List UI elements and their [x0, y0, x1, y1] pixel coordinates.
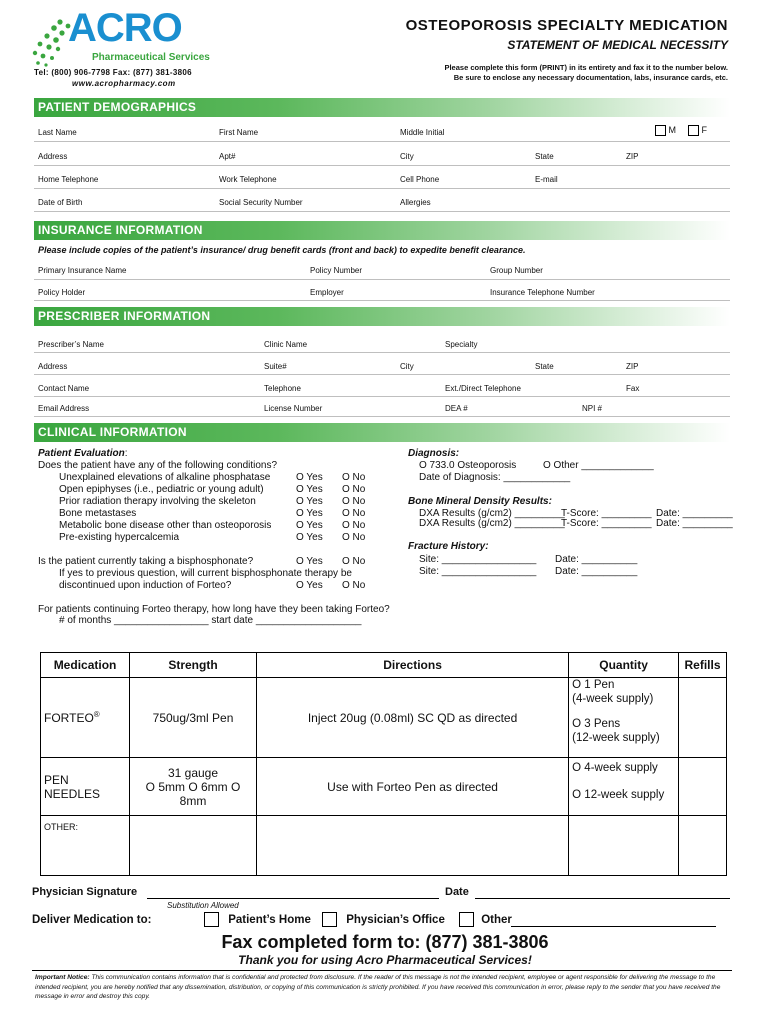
table-row: [41, 816, 727, 876]
divider: [34, 165, 730, 166]
divider: [34, 352, 730, 353]
gender-male-label: M: [668, 125, 677, 135]
physician-signature-line[interactable]: [147, 898, 439, 899]
column-header: Strength: [130, 653, 257, 678]
yes-radio[interactable]: O Yes: [296, 484, 323, 495]
state-field[interactable]: State: [535, 152, 554, 161]
specialty-field[interactable]: Specialty: [445, 340, 478, 349]
form-note-2: Be sure to enclose any necessary documentation, labs, insurance cards, etc.: [453, 73, 728, 82]
deliver-other-label: Other: [481, 913, 512, 926]
address-field[interactable]: Address: [38, 152, 68, 161]
ext-telephone-field[interactable]: Ext./Direct Telephone: [445, 384, 521, 393]
prescriber-zip-field[interactable]: ZIP: [626, 362, 639, 371]
home-phone-field[interactable]: Home Telephone: [38, 175, 99, 184]
work-phone-field[interactable]: Work Telephone: [219, 175, 277, 184]
patient-section-header: PATIENT DEMOGRAPHICS: [34, 98, 730, 117]
quantity-3-pens-radio[interactable]: O 3 Pens: [572, 718, 621, 730]
deliver-office-option[interactable]: [322, 912, 445, 927]
condition-item: Bone metastases: [59, 508, 137, 519]
fracture-date-field-2[interactable]: Date: __________: [555, 566, 638, 577]
gender-female-checkbox[interactable]: [688, 125, 707, 136]
no-radio[interactable]: O No: [342, 472, 366, 483]
dob-field[interactable]: Date of Birth: [38, 198, 83, 207]
column-header: Medication: [41, 653, 130, 678]
quantity-4-week-radio[interactable]: O 4-week supply: [572, 762, 658, 774]
no-radio[interactable]: O No: [342, 556, 366, 567]
apt-field[interactable]: Apt#: [219, 152, 236, 161]
dxa-date-field-2[interactable]: Date: _________: [656, 518, 733, 529]
gender-female-label: F: [701, 125, 708, 135]
insurance-section-header: INSURANCE INFORMATION: [34, 221, 730, 240]
eval-label-text: Patient Evaluation: [38, 448, 125, 459]
forteo-duration-fields[interactable]: # of months _________________ start date ___________________: [59, 615, 362, 626]
strength-cell: 750ug/3ml Pen: [130, 678, 257, 758]
strength-cell[interactable]: [130, 816, 257, 876]
checkbox-icon: [459, 912, 474, 927]
no-radio[interactable]: O No: [342, 508, 366, 519]
directions-cell[interactable]: [256, 816, 568, 876]
form-note-1: Please complete this form (PRINT) in its entirety and fax it to the number below.: [444, 63, 728, 72]
divider: [34, 141, 730, 142]
policy-number-field[interactable]: Policy Number: [310, 266, 363, 275]
substitution-allowed-label: Substitution Allowed: [167, 901, 239, 910]
no-radio[interactable]: O No: [342, 484, 366, 495]
condition-item: Unexplained elevations of alkaline phosphatase: [59, 472, 271, 483]
cell-phone-field[interactable]: Cell Phone: [400, 175, 440, 184]
form-subtitle: STATEMENT OF MEDICAL NECESSITY: [507, 38, 728, 52]
clinic-name-field[interactable]: Clinic Name: [264, 340, 308, 349]
forteo-name: FORTEO: [44, 711, 94, 725]
prescriber-address-field[interactable]: Address: [38, 362, 68, 371]
divider: [34, 374, 730, 375]
divider: [34, 211, 730, 212]
notice-label: Important Notice:: [35, 974, 90, 981]
form-title: OSTEOPOROSIS SPECIALTY MEDICATION: [405, 17, 728, 34]
condition-item: Open epiphyses (i.e., pediatric or young adult): [59, 484, 264, 495]
gender-male-checkbox[interactable]: [655, 125, 676, 136]
refills-cell[interactable]: [679, 816, 727, 876]
yes-radio[interactable]: O Yes: [296, 532, 323, 543]
table-row: [41, 678, 727, 758]
deliver-office-label: Physician’s Office: [346, 913, 445, 926]
dxa-date-field-1[interactable]: Date: _________: [656, 508, 733, 519]
zip-field[interactable]: ZIP: [626, 152, 639, 161]
deliver-home-option[interactable]: [204, 912, 311, 927]
checkbox-icon: [204, 912, 219, 927]
yes-radio[interactable]: O Yes: [296, 520, 323, 531]
insurance-phone-field[interactable]: Insurance Telephone Number: [490, 288, 595, 297]
condition-item: Prior radiation therapy involving the skeleton: [59, 496, 256, 507]
employer-field[interactable]: Employer: [310, 288, 344, 297]
yes-radio[interactable]: O Yes: [296, 496, 323, 507]
quantity-cell: [569, 758, 679, 816]
diagnosis-date-field[interactable]: Date of Diagnosis: ____________: [419, 472, 571, 483]
needle-gauge: 31 gauge: [167, 765, 219, 780]
registered-mark: ®: [93, 710, 100, 719]
forteo-continuation-question: For patients continuing Forteo therapy, how long have they been taking Forteo?: [38, 604, 390, 615]
column-header: Directions: [256, 653, 568, 678]
diagnosis-osteoporosis-radio[interactable]: O 733.0 Osteoporosis: [419, 460, 517, 471]
column-header: Quantity: [569, 653, 679, 678]
logo-contact: Tel: (800) 906-7798 Fax: (877) 381-3806: [34, 68, 192, 77]
refills-cell[interactable]: [679, 678, 727, 758]
no-radio[interactable]: O No: [342, 496, 366, 507]
footer-divider: [32, 970, 732, 971]
quantity-3-pens-note: (12-week supply): [572, 731, 660, 744]
fracture-site-field-2[interactable]: Site: _________________: [419, 566, 537, 577]
eval-label-colon: :: [124, 448, 128, 459]
notice-text: This communication contains information that is confidential and protected from disclosure. If the reader of this message is not the intended recipient, employee or agent responsible for delivering the message to the intended recipient, you are hereby notified that any dissemination, distribution, or copying of this communication is strictly prohibited. If you have received this communication in error, please reply to the sender that you have received the message in error and destroy this copy.: [35, 974, 721, 1000]
dxa-result-field-1[interactable]: DXA Results (g/cm2) _________: [419, 508, 565, 519]
quantity-1-pen-note: (4-week supply): [572, 692, 654, 705]
yes-radio[interactable]: O Yes: [296, 580, 323, 591]
deliver-other-option[interactable]: [459, 912, 512, 927]
bisphosphonate-question: Is the patient currently taking a bisphosphonate?: [38, 556, 254, 567]
npi-field[interactable]: NPI #: [582, 404, 603, 413]
physician-signature-label: Physician Signature: [32, 886, 138, 898]
column-header: Refills: [679, 653, 727, 678]
medication-name-cell: [41, 678, 130, 758]
patient-evaluation-label: [38, 448, 127, 459]
checkbox-icon: [688, 125, 699, 136]
prescriber-name-field[interactable]: Prescriber’s Name: [38, 340, 104, 349]
bmd-label: Bone Mineral Density Results:: [408, 496, 552, 507]
fax-field[interactable]: Fax: [626, 384, 640, 393]
policy-holder-field[interactable]: Policy Holder: [38, 288, 86, 297]
checkbox-icon: [655, 125, 666, 136]
tscore-field-1[interactable]: T-Score: _________: [561, 508, 652, 519]
license-number-field[interactable]: License Number: [264, 404, 323, 413]
divider: [34, 188, 730, 189]
contact-name-field[interactable]: Contact Name: [38, 384, 90, 393]
condition-item: Metabolic bone disease other than osteoporosis: [59, 520, 272, 531]
primary-insurance-field[interactable]: Primary Insurance Name: [38, 266, 127, 275]
medication-table: [40, 652, 727, 876]
signature-date-label: Date: [445, 886, 469, 898]
strength-cell: [130, 758, 257, 816]
dxa-result-field-2[interactable]: DXA Results (g/cm2) _________: [419, 518, 565, 529]
fracture-history-label: Fracture History:: [408, 541, 489, 552]
important-notice: [35, 973, 729, 1002]
logo-name: ACRO: [68, 6, 182, 50]
tscore-field-2[interactable]: T-Score: _________: [561, 518, 652, 529]
no-radio[interactable]: O No: [342, 580, 366, 591]
signature-date-line[interactable]: [475, 898, 730, 899]
bisphosphonate-followup-line2: discontinued upon induction of Forteo?: [59, 580, 232, 591]
yes-radio[interactable]: O Yes: [296, 472, 323, 483]
ssn-field[interactable]: Social Security Number: [219, 198, 303, 207]
deliver-home-label: Patient’s Home: [228, 913, 311, 926]
last-name-field[interactable]: Last Name: [38, 128, 77, 137]
yes-radio[interactable]: O Yes: [296, 508, 323, 519]
quantity-cell: [569, 678, 679, 758]
divider: [34, 300, 730, 301]
dea-field[interactable]: DEA #: [445, 404, 468, 413]
email-field[interactable]: E-mail: [535, 175, 558, 184]
directions-cell: Inject 20ug (0.08ml) SC QD as directed: [256, 678, 568, 758]
quantity-12-week-radio[interactable]: O 12-week supply: [572, 789, 665, 801]
quantity-1-pen-radio[interactable]: O 1 Pen: [572, 679, 615, 691]
logo: [30, 6, 220, 70]
allergies-field[interactable]: Allergies: [400, 198, 431, 207]
medication-name-cell: PEN NEEDLES: [41, 758, 130, 816]
city-field[interactable]: City: [400, 152, 414, 161]
needle-length-options[interactable]: O 5mm O 6mm O 8mm: [145, 779, 241, 808]
group-number-field[interactable]: Group Number: [490, 266, 543, 275]
table-header-row: [41, 653, 727, 678]
prescriber-email-field[interactable]: Email Address: [38, 404, 90, 413]
condition-item: Pre-existing hypercalcemia: [59, 532, 180, 543]
directions-cell: Use with Forteo Pen as directed: [256, 758, 568, 816]
refills-cell[interactable]: [679, 758, 727, 816]
prescriber-state-field[interactable]: State: [535, 362, 554, 371]
divider: [34, 416, 730, 417]
telephone-field[interactable]: Telephone: [264, 384, 301, 393]
insurance-note: Please include copies of the patient’s insurance/ drug benefit cards (front and back) to expedite benefit clearance.: [38, 245, 526, 255]
suite-field[interactable]: Suite#: [264, 362, 287, 371]
clinical-section-header: CLINICAL INFORMATION: [34, 423, 730, 442]
quantity-cell[interactable]: [569, 816, 679, 876]
first-name-field[interactable]: First Name: [219, 128, 259, 137]
checkbox-icon: [322, 912, 337, 927]
deliver-other-line[interactable]: [511, 926, 716, 927]
other-medication-cell[interactable]: OTHER:: [41, 816, 130, 876]
logo-tagline: Pharmaceutical Services: [92, 52, 210, 63]
yes-radio[interactable]: O Yes: [296, 556, 323, 567]
no-radio[interactable]: O No: [342, 520, 366, 531]
diagnosis-label: Diagnosis:: [408, 448, 460, 459]
middle-initial-field[interactable]: Middle Initial: [400, 128, 445, 137]
logo-web: www.acropharmacy.com: [72, 79, 176, 88]
prescriber-section-header: PRESCRIBER INFORMATION: [34, 307, 730, 326]
deliver-medication-label: Deliver Medication to:: [32, 914, 152, 926]
thank-you-note: Thank you for using Acro Pharmaceutical Services!: [238, 953, 532, 967]
divider: [34, 396, 730, 397]
prescriber-city-field[interactable]: City: [400, 362, 414, 371]
fax-instruction: Fax completed form to: (877) 381-3806: [221, 932, 549, 952]
no-radio[interactable]: O No: [342, 532, 366, 543]
table-row: [41, 758, 727, 816]
conditions-question: Does the patient have any of the following conditions?: [38, 460, 278, 471]
bisphosphonate-followup-line1: If yes to previous question, will current bisphosphonate therapy be: [59, 568, 352, 579]
divider: [34, 279, 730, 280]
diagnosis-other-field[interactable]: O Other _____________: [543, 460, 654, 471]
fracture-date-field-1[interactable]: Date: __________: [555, 554, 638, 565]
fracture-site-field-1[interactable]: Site: _________________: [419, 554, 537, 565]
